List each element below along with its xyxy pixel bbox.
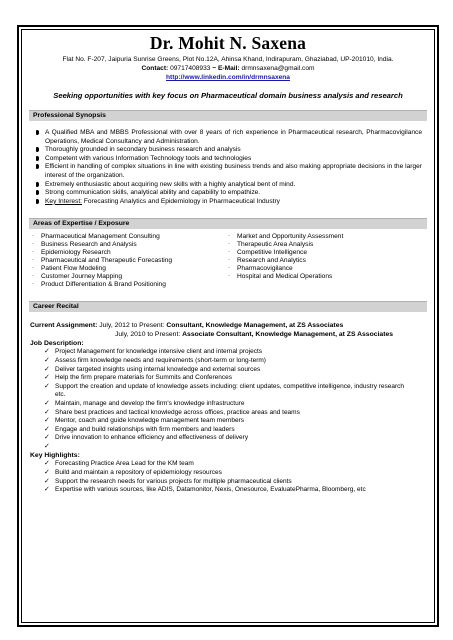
- contact-line: [26, 64, 430, 73]
- check-icon: ✓: [44, 425, 50, 433]
- expertise-columns: [31, 233, 430, 289]
- previous-assignment-line: July, 2010 to Present: Associate Consultant, Knowledge Management, at ZS Associates: [115, 331, 394, 339]
- job-item: ✓ Share best practices and tactical knowledge across offices, practice areas and teams: [44, 408, 300, 416]
- check-icon: ✓: [44, 469, 50, 477]
- check-icon: ✓: [44, 486, 50, 494]
- expertise-item: · Therapeutic Area Analysis: [228, 241, 314, 249]
- resume-content: [26, 33, 430, 495]
- expertise-item: · Pharmaceutical and Therapeutic Forecasting: [32, 257, 173, 265]
- contact-separator: ~: [212, 65, 217, 72]
- check-icon: ✓: [44, 417, 50, 425]
- email-link[interactable]: drmnsaxena@gmail.com: [241, 65, 315, 72]
- linkedin-link[interactable]: http://www.linkedin.com/in/drmnsaxena: [166, 74, 290, 81]
- synopsis-key-interest: Key Interest: Forecasting Analytics and Epidemiology in Pharmaceutical Industry: [36, 198, 422, 207]
- bullet-icon: [36, 130, 39, 135]
- expertise-item: · Customer Journey Mapping: [32, 273, 122, 281]
- expertise-item: · Patient Flow Modeling: [32, 265, 106, 273]
- job-item-empty: [44, 443, 406, 452]
- expertise-item: · Pharmacovigilance: [228, 265, 293, 273]
- expertise-item: · Business Research and Analysis: [32, 241, 137, 249]
- check-icon: ✓: [44, 348, 50, 356]
- expertise-item: · Pharmaceutical Management Consulting: [32, 233, 160, 241]
- bullet-icon: [36, 147, 39, 152]
- candidate-name: Dr. Mohit N. Saxena: [149, 33, 307, 53]
- bullet-icon: [36, 190, 39, 195]
- check-icon: ✓: [44, 374, 50, 382]
- job-item: ✓ Engage and build relationships with firm members and leaders: [44, 425, 235, 433]
- expertise-item: · Epidemiology Research: [32, 249, 111, 257]
- contact-phone: 09717408933: [170, 65, 211, 72]
- bullet-icon: [36, 164, 39, 169]
- synopsis-item: Competent with various Information Technology tools and technologies: [36, 155, 422, 164]
- job-description-list: [44, 348, 406, 451]
- job-item: ✓ Assess firm knowledge needs and requirements (short-term or long-term): [44, 356, 266, 364]
- expertise-list-right: [227, 233, 343, 289]
- job-item: ✓ Maintain, manage and develop the firm's knowledge infrastructure: [44, 399, 245, 407]
- synopsis-item: A Qualified MBA and MBBS Professional with over 8 years of rich experience in Pharmaceutical research, Pharmacovigilance Operations, Medical Consultancy and Administration.: [36, 129, 422, 146]
- job-item: ✓ Help the firm prepare materials for Summits and Conferences: [44, 374, 233, 382]
- job-item: ✓ Deliver targeted insights using internal knowledge and external sources: [44, 365, 261, 373]
- expertise-item: · Hospital and Medical Operations: [228, 273, 333, 281]
- highlight-item: ✓ Build and maintain a repository of epidemiology resources: [44, 469, 222, 477]
- synopsis-list: [36, 129, 422, 206]
- key-highlights-list: [44, 460, 406, 494]
- assignment-role: Consultant, Knowledge Management, at ZS Associates: [166, 322, 344, 330]
- check-icon: ✓: [44, 399, 50, 407]
- bullet-icon: [36, 182, 39, 187]
- highlight-item: ✓ Expertise with various sources, like ADIS, Datamonitor, Nexis, Onesource, EvaluatePharma, Bloomberg, etc: [44, 486, 366, 494]
- bullet-icon: [36, 156, 39, 161]
- section-heading-synopsis: Professional Synopsis: [29, 110, 427, 121]
- bullet-icon: [36, 199, 39, 204]
- section-heading-career: Career Recital: [29, 301, 427, 312]
- job-item: ✓ Drive innovation to enhance efficiency and effectiveness of delivery: [44, 434, 249, 442]
- check-icon: ✓: [44, 460, 50, 468]
- highlight-item: ✓ Support the research needs for various projects for multiple pharmaceutical clients: [44, 477, 292, 485]
- check-icon: ✓: [44, 434, 50, 442]
- synopsis-item: Strong communication skills, analytical ability and capability to empathize.: [36, 189, 422, 198]
- synopsis-item: Extremely enthusiastic about acquiring new skills with a highly analytical bent of mind.: [36, 181, 422, 190]
- synopsis-item: Thoroughly grounded in secondary business research and analysis: [36, 146, 422, 155]
- expertise-item: · Competitive Intelligence: [228, 249, 308, 257]
- check-icon: ✓: [44, 382, 50, 390]
- current-assignment-line: Current Assignment: July, 2012 to Present: Consultant, Knowledge Management, at ZS Associates: [30, 322, 344, 330]
- check-icon: ✓: [44, 408, 50, 416]
- job-item: ✓ Mentor, coach and guide knowledge management team members: [44, 417, 244, 425]
- check-icon: ✓: [44, 477, 50, 485]
- assignment-role: Associate Consultant, Knowledge Management, at ZS Associates: [182, 331, 394, 339]
- career-objective: Seeking opportunities with key focus on Pharmaceutical domain business analysis and research: [53, 91, 403, 100]
- highlight-item: ✓ Forecasting Practice Area Lead for the KM team: [44, 460, 194, 468]
- job-item: ✓ Support the creation and update of knowledge assets including: client updates, competitive intelligence, industry research etc.: [44, 382, 405, 399]
- expertise-item: · Market and Opportunity Assessment: [228, 233, 344, 241]
- check-icon: ✓: [44, 365, 50, 373]
- key-interest-label: Key Interest:: [45, 197, 83, 205]
- contact-label: Contact:: [141, 65, 169, 72]
- job-description-label: Job Description:: [30, 340, 84, 348]
- synopsis-item: Efficient in handling of complex situations in line with existing business trends and also making appropriate decisions in the larger interest of the organization.: [36, 163, 422, 180]
- job-item: ✓ Project Management for knowledge intensive client and internal projects: [44, 348, 263, 356]
- email-label: E-Mail:: [217, 65, 240, 72]
- expertise-list-left: [31, 233, 227, 289]
- check-icon: ✓: [44, 356, 50, 364]
- section-heading-expertise: Areas of Expertise / Exposure: [29, 218, 427, 229]
- key-highlights-label: Key Highlights:: [30, 452, 80, 460]
- expertise-item: · Research and Analytics: [228, 257, 306, 265]
- check-icon: ✓: [44, 442, 50, 450]
- address: Flat No. F-207, Jaipuria Sunrise Greens, Plot No.12A, Ahinsa Khand, Indirapuram, Ghaziabad, UP-201010, India.: [62, 56, 394, 63]
- expertise-item: · Product Differentiation & Brand Positioning: [32, 281, 166, 289]
- current-assignment-label: Current Assignment:: [30, 322, 98, 330]
